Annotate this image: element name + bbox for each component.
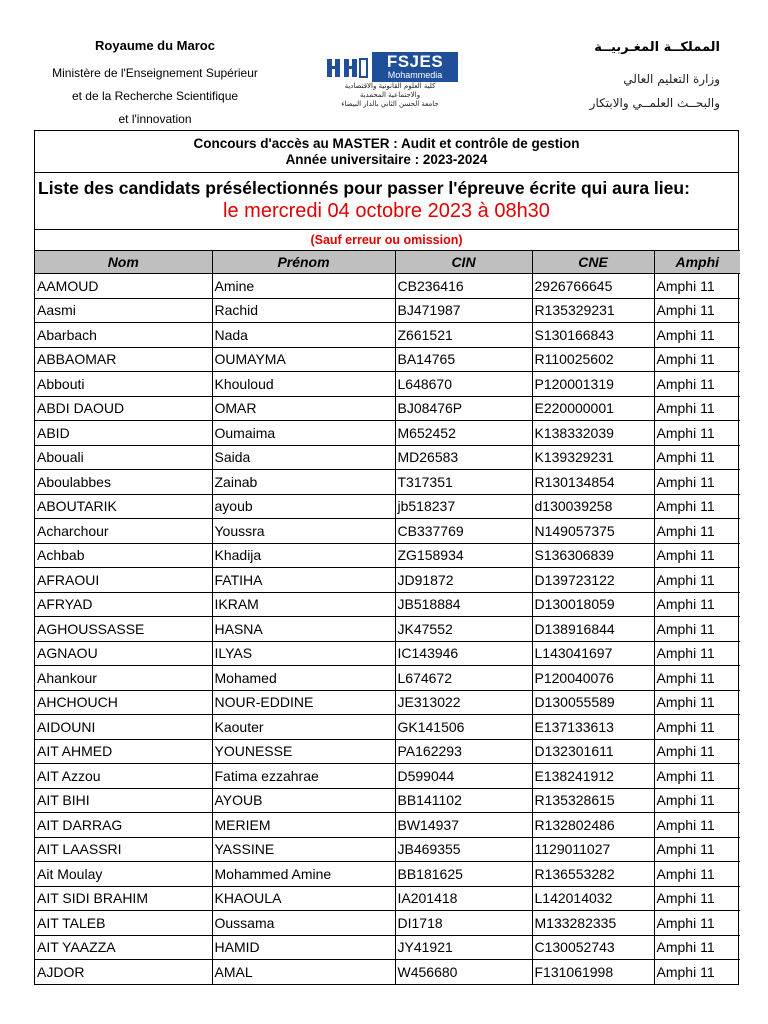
cell-cne: R135328615 [532,788,654,813]
table-row [35,935,740,960]
header-prenom: Prénom [212,251,395,274]
cell-amphi: Amphi 11 [654,421,740,446]
table-row [35,372,740,397]
logo-sub: Mohammedia [387,70,443,80]
cell-cin: DI1718 [395,911,532,936]
cell-nom: Acharchour [35,519,212,544]
cell-cin: PA162293 [395,739,532,764]
ministry-line-3: et l'innovation [118,112,192,126]
cell-amphi: Amphi 11 [654,274,740,299]
cell-cne: K138332039 [532,421,654,446]
cell-cin: IC143946 [395,641,532,666]
cell-cin: JY41921 [395,935,532,960]
table-body [35,274,740,985]
cell-nom: AIT TALEB [35,911,212,936]
cell-cin: D599044 [395,764,532,789]
cell-prenom: HAMID [212,935,395,960]
table-row [35,494,740,519]
cell-nom: AJDOR [35,960,212,985]
cell-nom: AGNAOU [35,641,212,666]
cell-cin: JD91872 [395,568,532,593]
logo-arabic [322,82,458,109]
cell-nom: AFRYAD [35,592,212,617]
cell-amphi: Amphi 11 [654,960,740,985]
cell-nom: AIDOUNI [35,715,212,740]
cell-cne: D130055589 [532,690,654,715]
table-row [35,788,740,813]
cell-amphi: Amphi 11 [654,862,740,887]
table-row [35,715,740,740]
cell-nom: AAMOUD [35,274,212,299]
cell-prenom: OMAR [212,396,395,421]
cell-cin: M652452 [395,421,532,446]
cell-cin: W456680 [395,960,532,985]
cell-amphi: Amphi 11 [654,641,740,666]
cell-cne: E138241912 [532,764,654,789]
table-row [35,862,740,887]
cell-prenom: Oussama [212,911,395,936]
table-row [35,911,740,936]
cell-cne: R135329231 [532,298,654,323]
cell-amphi: Amphi 11 [654,396,740,421]
cell-cne: E137133613 [532,715,654,740]
cell-nom: Ahankour [35,666,212,691]
table-row [35,960,740,985]
disclaimer: (Sauf erreur ou omission) [35,229,738,250]
cell-cne: S136306839 [532,543,654,568]
table-row [35,666,740,691]
cell-cne: D132301611 [532,739,654,764]
kingdom-ar: المملكــة المغـربيــة [594,40,720,55]
cell-cne: L142014032 [532,886,654,911]
ministry-ar-line-1: وزارة التعليم العالي [623,72,720,86]
cell-amphi: Amphi 11 [654,568,740,593]
cell-prenom: YOUNESSE [212,739,395,764]
table-header-row [35,251,740,274]
cell-prenom: Khouloud [212,372,395,397]
cell-nom: Abarbach [35,323,212,348]
cell-amphi: Amphi 11 [654,519,740,544]
cell-cne: 2926766645 [532,274,654,299]
cell-cin: BB141102 [395,788,532,813]
cell-prenom: FATIHA [212,568,395,593]
cell-prenom: Saida [212,445,395,470]
cell-amphi: Amphi 11 [654,298,740,323]
cell-prenom: MERIEM [212,813,395,838]
cell-cne: M133282335 [532,911,654,936]
cell-prenom: Amine [212,274,395,299]
contest-title: Concours d'accès au MASTER : Audit et contrôle de gestion [193,136,580,151]
logo-arabic-line-3: جامعة الحسن الثاني بالدار البيضاء [341,100,439,108]
cell-prenom: Nada [212,323,395,348]
cell-cin: BB181625 [395,862,532,887]
table-row [35,519,740,544]
table-row [35,764,740,789]
cell-cne: d130039258 [532,494,654,519]
cell-amphi: Amphi 11 [654,445,740,470]
cell-prenom: Youssra [212,519,395,544]
table-row [35,274,740,299]
table-row [35,739,740,764]
cell-nom: Aboulabbes [35,470,212,495]
ministry-ar-line-2: والبحــث العلمــي والابتكار [589,96,720,110]
cell-cne: R130134854 [532,470,654,495]
cell-nom: AIT Azzou [35,764,212,789]
cell-cne: N149057375 [532,519,654,544]
cell-cne: D130018059 [532,592,654,617]
cell-amphi: Amphi 11 [654,372,740,397]
candidates-table [35,250,740,984]
cell-amphi: Amphi 11 [654,739,740,764]
cell-amphi: Amphi 11 [654,935,740,960]
cell-cne: F131061998 [532,960,654,985]
cell-prenom: IKRAM [212,592,395,617]
cell-cin: T317351 [395,470,532,495]
cell-nom: AIT LAASSRI [35,837,212,862]
logo-arabic-line-1: كلية العلوم القانونية والاقتصادية [344,82,436,90]
logo-box [372,52,458,82]
cell-nom: Abbouti [35,372,212,397]
table-row [35,543,740,568]
cell-prenom: Kaouter [212,715,395,740]
cell-nom: AIT BIHI [35,788,212,813]
table-row [35,886,740,911]
cell-nom: AIT YAAZZA [35,935,212,960]
cell-prenom: OUMAYMA [212,347,395,372]
cell-cin: Z661521 [395,323,532,348]
cell-cne: K139329231 [532,445,654,470]
cell-cin: BJ471987 [395,298,532,323]
kingdom-fr: Royaume du Maroc [95,38,215,53]
list-title: Liste des candidats présélectionnés pour passer l'épreuve écrite qui aura lieu: [38,178,690,198]
cell-cin: JE313022 [395,690,532,715]
cell-prenom: ayoub [212,494,395,519]
cell-prenom: HASNA [212,617,395,642]
cell-prenom: KHAOULA [212,886,395,911]
cell-amphi: Amphi 11 [654,666,740,691]
cell-prenom: Khadija [212,543,395,568]
cell-prenom: Zainab [212,470,395,495]
header-cne: CNE [532,251,654,274]
table-row [35,470,740,495]
cell-cne: R132802486 [532,813,654,838]
cell-prenom: Oumaima [212,421,395,446]
table-row [35,592,740,617]
cell-prenom: Rachid [212,298,395,323]
cell-prenom: Mohamed [212,666,395,691]
cell-cne: R110025602 [532,347,654,372]
cell-prenom: Mohammed Amine [212,862,395,887]
cell-nom: Abouali [35,445,212,470]
cell-prenom: Fatima ezzahrae [212,764,395,789]
cell-amphi: Amphi 11 [654,323,740,348]
cell-cin: JB518884 [395,592,532,617]
academic-year: Année universitaire : 2023-2024 [285,152,488,167]
cell-prenom: NOUR-EDDINE [212,690,395,715]
cell-cin: CB236416 [395,274,532,299]
cell-prenom: AMAL [212,960,395,985]
cell-amphi: Amphi 11 [654,764,740,789]
cell-cin: BW14937 [395,813,532,838]
cell-amphi: Amphi 11 [654,347,740,372]
cell-amphi: Amphi 11 [654,617,740,642]
table-row [35,617,740,642]
cell-nom: Aasmi [35,298,212,323]
table-row [35,813,740,838]
cell-nom: AIT AHMED [35,739,212,764]
table-row [35,421,740,446]
cell-cne: 1129011027 [532,837,654,862]
cell-nom: ABBAOMAR [35,347,212,372]
cell-nom: AHCHOUCH [35,690,212,715]
logo-arabic-line-2: والاجتماعية المحمدية [359,91,421,99]
table-row [35,347,740,372]
exam-date: le mercredi 04 octobre 2023 à 08h30 [223,200,550,222]
cell-nom: AIT SIDI BRAHIM [35,886,212,911]
cell-amphi: Amphi 11 [654,837,740,862]
table-row [35,641,740,666]
header-nom: Nom [35,251,212,274]
cell-cin: BA14765 [395,347,532,372]
fsjes-logo [322,52,460,108]
header-amphi: Amphi [654,251,740,274]
cell-amphi: Amphi 11 [654,470,740,495]
cell-cin: ZG158934 [395,543,532,568]
table-row [35,323,740,348]
cell-nom: ABOUTARIK [35,494,212,519]
cell-nom: Achbab [35,543,212,568]
ministry-line-2: et de la Recherche Scientifique [71,89,239,103]
cell-nom: ABID [35,421,212,446]
cell-cin: BJ08476P [395,396,532,421]
cell-cne: E220000001 [532,396,654,421]
table-row [35,396,740,421]
cell-amphi: Amphi 11 [654,592,740,617]
header-cin: CIN [395,251,532,274]
cell-nom: AIT DARRAG [35,813,212,838]
cell-cne: P120001319 [532,372,654,397]
cell-amphi: Amphi 11 [654,886,740,911]
table-row [35,298,740,323]
cell-amphi: Amphi 11 [654,911,740,936]
cell-cin: L648670 [395,372,532,397]
cell-cne: C130052743 [532,935,654,960]
cell-amphi: Amphi 11 [654,543,740,568]
cell-cin: IA201418 [395,886,532,911]
cell-amphi: Amphi 11 [654,715,740,740]
cell-cin: MD26583 [395,445,532,470]
header-right [520,40,720,115]
table-row [35,837,740,862]
cell-cin: JK47552 [395,617,532,642]
ministry-line-1: Ministère de l'Enseignement Supérieur [52,66,258,80]
cell-amphi: Amphi 11 [654,494,740,519]
cell-amphi: Amphi 11 [654,788,740,813]
document-frame [34,130,739,985]
table-row [35,568,740,593]
cell-cne: D139723122 [532,568,654,593]
cell-cin: JB469355 [395,837,532,862]
cell-cne: D138916844 [532,617,654,642]
cell-nom: Ait Moulay [35,862,212,887]
cell-cin: jb518237 [395,494,532,519]
cell-nom: AFRAOUI [35,568,212,593]
cell-cne: P120040076 [532,666,654,691]
cell-prenom: ILYAS [212,641,395,666]
cell-amphi: Amphi 11 [654,813,740,838]
cell-nom: ABDI DAOUD [35,396,212,421]
cell-cne: S130166843 [532,323,654,348]
header-left [40,38,270,131]
cell-cin: CB337769 [395,519,532,544]
cell-prenom: YASSINE [212,837,395,862]
cell-amphi: Amphi 11 [654,690,740,715]
cell-prenom: AYOUB [212,788,395,813]
table-row [35,445,740,470]
cell-cne: L143041697 [532,641,654,666]
cell-cin: L674672 [395,666,532,691]
cell-cne: R136553282 [532,862,654,887]
cell-nom: AGHOUSSASSE [35,617,212,642]
table-row [35,690,740,715]
logo-name: FSJES [386,52,444,71]
cell-cin: GK141506 [395,715,532,740]
